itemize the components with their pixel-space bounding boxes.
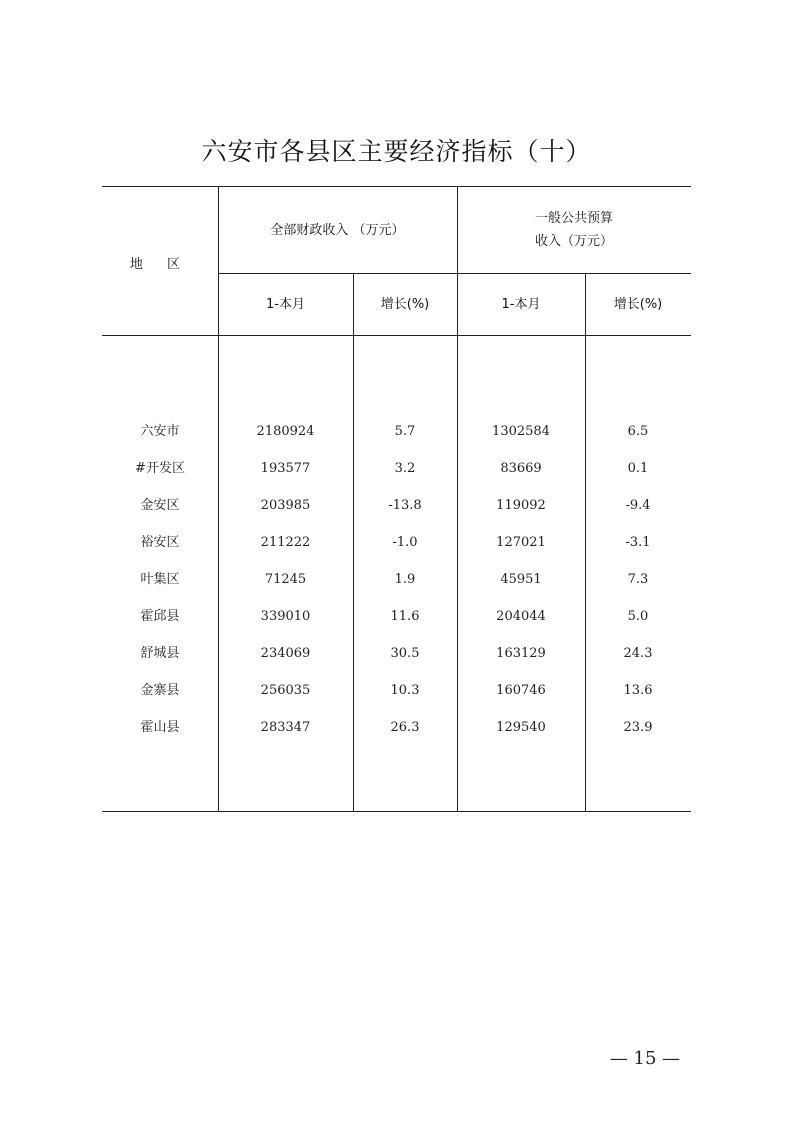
cell-total: 193577 (260, 461, 311, 476)
page-number: — 15 — (609, 1048, 681, 1069)
cell-budget-growth: 6.5 (627, 424, 649, 439)
cell-budget: 83669 (500, 461, 542, 476)
page-title: 六安市各县区主要经济指标（十） (201, 137, 592, 166)
cell-region: 六安市 (140, 424, 180, 439)
header-divider-mid (218, 273, 691, 274)
economic-indicators-table (102, 186, 691, 812)
header-budget-revenue-line2: 收入（万元） (534, 234, 613, 249)
cell-region: 金寨县 (140, 683, 180, 698)
cell-region: 裕安区 (140, 535, 180, 550)
cell-total-growth: 3.2 (394, 461, 416, 476)
cell-total: 2180924 (256, 424, 315, 439)
header-total-growth: 增长(%) (380, 297, 430, 312)
cell-budget-growth: -3.1 (625, 535, 651, 550)
cell-budget: 1302584 (492, 424, 550, 439)
header-total-period: 1-本月 (266, 297, 305, 312)
cell-region: 金安区 (140, 498, 180, 513)
cell-budget: 163129 (496, 646, 546, 661)
header-budget-period: 1-本月 (501, 297, 541, 312)
cell-total-growth: 1.9 (394, 572, 416, 587)
cell-total: 339010 (260, 609, 311, 624)
cell-region: 叶集区 (140, 572, 180, 587)
cell-total: 203985 (260, 498, 311, 513)
cell-total-growth: -13.8 (388, 498, 422, 513)
cell-total-growth: 10.3 (390, 683, 420, 698)
cell-budget: 119092 (496, 498, 546, 513)
cell-budget: 160746 (496, 683, 546, 698)
cell-region: 舒城县 (140, 646, 180, 661)
cell-region: 霍邱县 (140, 609, 180, 624)
cell-budget: 45951 (500, 572, 542, 587)
header-region: 地 区 (129, 257, 191, 272)
cell-total: 211222 (260, 535, 311, 550)
header-divider-bottom (102, 335, 691, 336)
cell-region: #开发区 (135, 461, 185, 476)
cell-budget-growth: 7.3 (627, 572, 649, 587)
cell-total: 256035 (260, 683, 311, 698)
cell-budget: 129540 (496, 720, 546, 735)
header-budget-growth: 增长(%) (613, 297, 663, 312)
cell-budget-growth: 5.0 (627, 609, 649, 624)
cell-total-growth: 26.3 (390, 720, 420, 735)
cell-total-growth: 11.6 (390, 609, 420, 624)
cell-budget: 127021 (496, 535, 546, 550)
cell-total: 71245 (264, 572, 307, 587)
cell-budget-growth: 23.9 (623, 720, 653, 735)
cell-budget: 204044 (496, 609, 546, 624)
cell-region: 霍山县 (140, 720, 180, 735)
header-budget-revenue-line1: 一般公共预算 (534, 211, 613, 226)
cell-budget-growth: 24.3 (623, 646, 653, 661)
cell-budget-growth: 13.6 (623, 683, 653, 698)
cell-total: 283347 (260, 720, 311, 735)
cell-total-growth: -1.0 (392, 535, 418, 550)
cell-total-growth: 5.7 (394, 424, 416, 439)
header-total-revenue: 全部财政收入 （万元） (270, 223, 405, 238)
cell-total-growth: 30.5 (390, 646, 420, 661)
cell-budget-growth: -9.4 (625, 498, 651, 513)
cell-total: 234069 (260, 646, 311, 661)
cell-budget-growth: 0.1 (627, 461, 649, 476)
